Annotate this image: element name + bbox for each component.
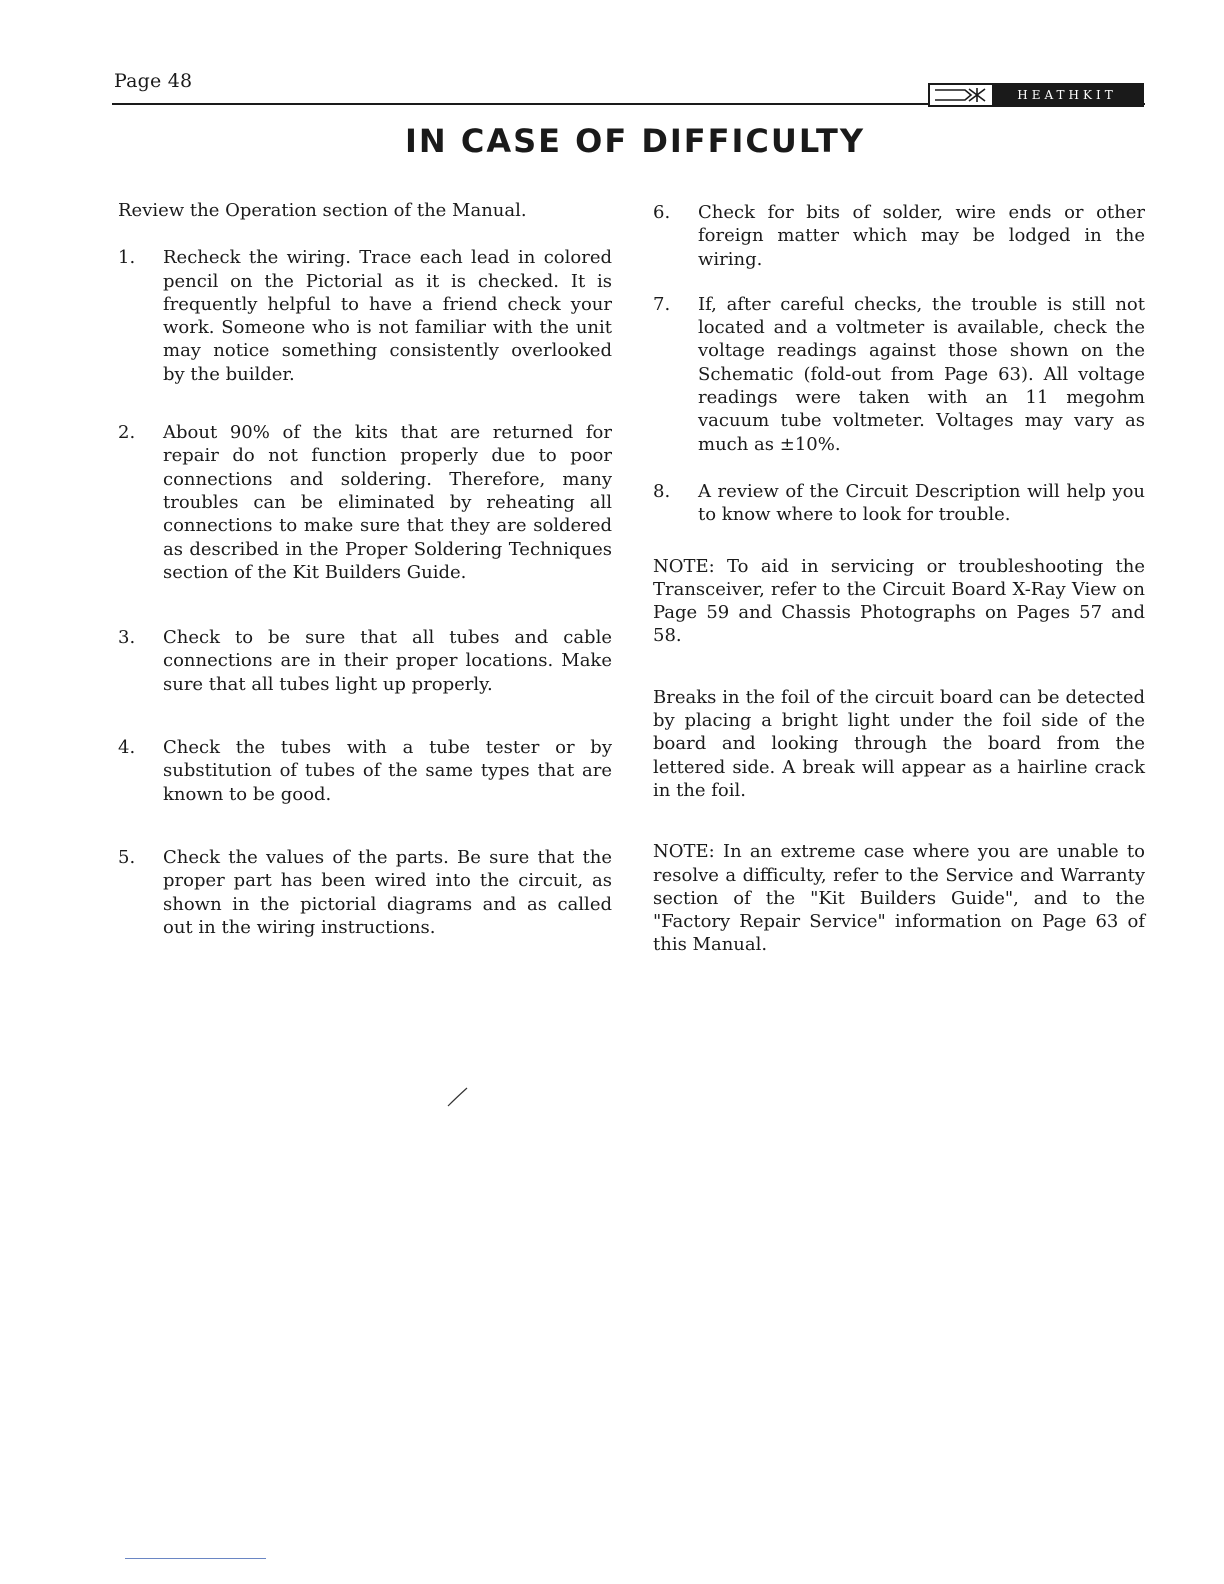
note-factory-repair: NOTE: In an extreme case where you are unable to resolve a difficulty, refer to the Service and Warranty section of the "Kit Builders Guide", and to the "Factory Repair Service" information on Page 63 of this Manual. <box>653 841 1145 956</box>
intro-text: Review the Operation section of the Manual. <box>118 200 527 221</box>
item-text: Check for bits of solder, wire ends or other foreign matter which may be lodged in the wiring. <box>698 202 1145 270</box>
list-item <box>118 736 612 806</box>
item-number: 6. <box>653 202 671 223</box>
list-item <box>118 846 612 939</box>
item-text: A review of the Circuit Description will help you to know where to look for trouble. <box>698 480 1145 526</box>
item-number: 7. <box>653 293 671 315</box>
heathkit-emblem-icon <box>930 85 992 105</box>
logo-wordmark: HEATHKIT <box>992 85 1142 105</box>
page-title: IN CASE OF DIFFICULTY <box>405 122 865 160</box>
list-item <box>653 201 1145 271</box>
item-text: About 90% of the kits that are returned for repair do not function properly due to poor connections and soldering. Therefore, many troubles can be eliminated by reheating all connections to make sure that they are soldered as described in the Proper Soldering Techniques section of the Kit Builders Guide. <box>163 422 612 583</box>
note-servicing: NOTE: To aid in servicing or troubleshooting the Transceiver, refer to the Circuit Board X-Ray View on Page 59 and Chassis Photographs on Pages 57 and 58. <box>653 555 1145 647</box>
item-text: Recheck the wiring. Trace each lead in colored pencil on the Pictorial as it is checked. It is frequently helpful to have a friend check your work. Someone who is not familiar with the unit may notice something consistently overlooked by the builder. <box>163 247 612 385</box>
heathkit-logo <box>928 83 1144 107</box>
foil-breaks-paragraph: Breaks in the foil of the circuit board can be detected by placing a bright light under the foil side of the board and looking through the board from the lettered side. A break will appear as a hairline crack in the foil. <box>653 686 1145 801</box>
item-number: 2. <box>118 422 136 444</box>
item-number: 4. <box>118 737 136 759</box>
list-item <box>653 480 1145 527</box>
page-number: Page 48 <box>114 70 193 92</box>
item-number: 3. <box>118 627 136 649</box>
item-number: 5. <box>118 846 136 868</box>
item-text: Check the tubes with a tube tester or by substitution of tubes of the same types that are known to be good. <box>163 737 612 805</box>
right-column <box>653 201 1145 957</box>
list-item <box>118 626 612 696</box>
list-item <box>653 293 1145 456</box>
item-text: If, after careful checks, the trouble is still not located and a voltmeter is available, check the voltage readings against those shown on the Schematic (fold-out from Page 63). All voltage readings were taken with an 11 megohm vacuum tube voltmeter. Voltages may vary as much as ±10%. <box>698 293 1145 455</box>
item-number: 1. <box>118 247 136 269</box>
list-item <box>118 421 612 584</box>
bottom-rule <box>125 1558 266 1559</box>
item-number: 8. <box>653 480 671 502</box>
pencil-stroke-mark <box>446 1086 470 1114</box>
item-text: Check the values of the parts. Be sure that the proper part has been wired into the circuit, as shown in the pictorial diagrams and as called out in the wiring instructions. <box>163 846 612 938</box>
item-text: Check to be sure that all tubes and cable connections are in their proper locations. Make sure that all tubes light up properly. <box>163 627 612 695</box>
list-item <box>118 246 612 386</box>
left-column <box>118 199 612 939</box>
